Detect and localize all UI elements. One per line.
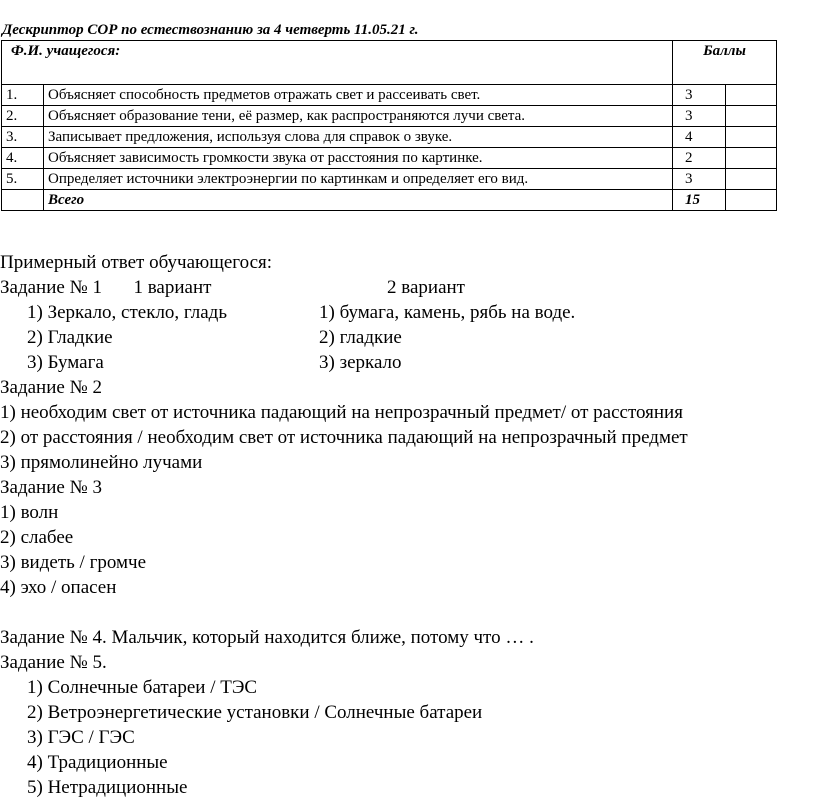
table-header-row xyxy=(2,41,777,85)
row-number: 2. xyxy=(2,106,44,127)
table-total-row xyxy=(2,190,777,211)
list-item: 2) Ветроэнергетические установки / Солнечные батареи xyxy=(27,702,483,723)
row-descriptor: Определяет источники электроэнергии по картинкам и определяет его вид. xyxy=(44,169,673,190)
row-number: 5. xyxy=(2,169,44,190)
task4-text: Задание № 4. Мальчик, который находится ближе, потому что … . xyxy=(0,627,534,648)
task1-answer-v2: 2) гладкие xyxy=(319,327,402,348)
task1-header xyxy=(0,275,688,300)
table-row xyxy=(2,85,777,106)
student-name-label: Ф.И. учащегося: xyxy=(2,41,673,85)
row-descriptor: Объясняет зависимость громкости звука от расстояния по картинке. xyxy=(44,148,673,169)
row-descriptor: Записывает предложения, используя слова для справок о звуке. xyxy=(44,127,673,148)
points-header: Баллы xyxy=(673,41,777,85)
list-item: 3) видеть / громче xyxy=(0,552,147,573)
list-item: 3) прямолинейно лучами xyxy=(0,452,203,473)
task1-answer-v1: 2) Гладкие xyxy=(27,327,113,348)
row-score-cell xyxy=(726,127,777,148)
task2-label: Задание № 2 xyxy=(0,377,102,398)
task1-answer-v2: 1) бумага, камень, рябь на воде. xyxy=(319,302,576,323)
list-item: 1) волн xyxy=(0,502,59,523)
row-points: 2 xyxy=(673,148,726,169)
row-number: 3. xyxy=(2,127,44,148)
sample-answers xyxy=(0,250,688,800)
row-score-cell xyxy=(726,148,777,169)
total-points: 15 xyxy=(673,190,726,211)
row-number: 4. xyxy=(2,148,44,169)
descriptor-table xyxy=(1,40,777,211)
table-row xyxy=(2,169,777,190)
total-label: Всего xyxy=(44,190,673,211)
list-item xyxy=(0,350,688,375)
list-item: 2) от расстояния / необходим свет от источника падающий на непрозрачный предмет xyxy=(0,427,688,448)
list-item: 3) ГЭС / ГЭС xyxy=(27,727,135,748)
row-score-cell xyxy=(726,169,777,190)
spacer xyxy=(0,600,688,625)
task1-label: Задание № 1 xyxy=(0,277,102,298)
table-row xyxy=(2,127,777,148)
task1-answer-v1: 1) Зеркало, стекло, гладь xyxy=(27,302,228,323)
list-item: 4) эхо / опасен xyxy=(0,577,117,598)
list-item: 4) Традиционные xyxy=(27,752,168,773)
task1-variant1: 1 вариант xyxy=(133,277,212,298)
list-item: 2) слабее xyxy=(0,527,74,548)
answers-intro: Примерный ответ обучающегося: xyxy=(0,252,273,273)
list-item: 1) Солнечные батареи / ТЭС xyxy=(27,677,258,698)
total-score-cell xyxy=(726,190,777,211)
list-item: 1) необходим свет от источника падающий на непрозрачный предмет/ от расстояния xyxy=(0,402,683,423)
row-number: 1. xyxy=(2,85,44,106)
list-item xyxy=(0,325,688,350)
row-points: 3 xyxy=(673,106,726,127)
table-row xyxy=(2,148,777,169)
row-points: 3 xyxy=(673,85,726,106)
task5-label: Задание № 5. xyxy=(0,652,107,673)
task1-variant2: 2 вариант xyxy=(387,277,465,298)
list-item: 5) Нетрадиционные xyxy=(27,777,188,798)
task1-answer-v1: 3) Бумага xyxy=(27,352,104,373)
row-score-cell xyxy=(726,106,777,127)
row-descriptor: Объясняет образование тени, её размер, как распространяются лучи света. xyxy=(44,106,673,127)
table-row xyxy=(2,106,777,127)
total-number-cell xyxy=(2,190,44,211)
task1-answer-v2: 3) зеркало xyxy=(319,352,402,373)
document-title: Дескриптор СОР по естествознанию за 4 четверть 11.05.21 г. xyxy=(2,22,419,38)
row-points: 4 xyxy=(673,127,726,148)
row-descriptor: Объясняет способность предметов отражать свет и рассеивать свет. xyxy=(44,85,673,106)
list-item xyxy=(0,300,688,325)
row-points: 3 xyxy=(673,169,726,190)
row-score-cell xyxy=(726,85,777,106)
task3-label: Задание № 3 xyxy=(0,477,102,498)
